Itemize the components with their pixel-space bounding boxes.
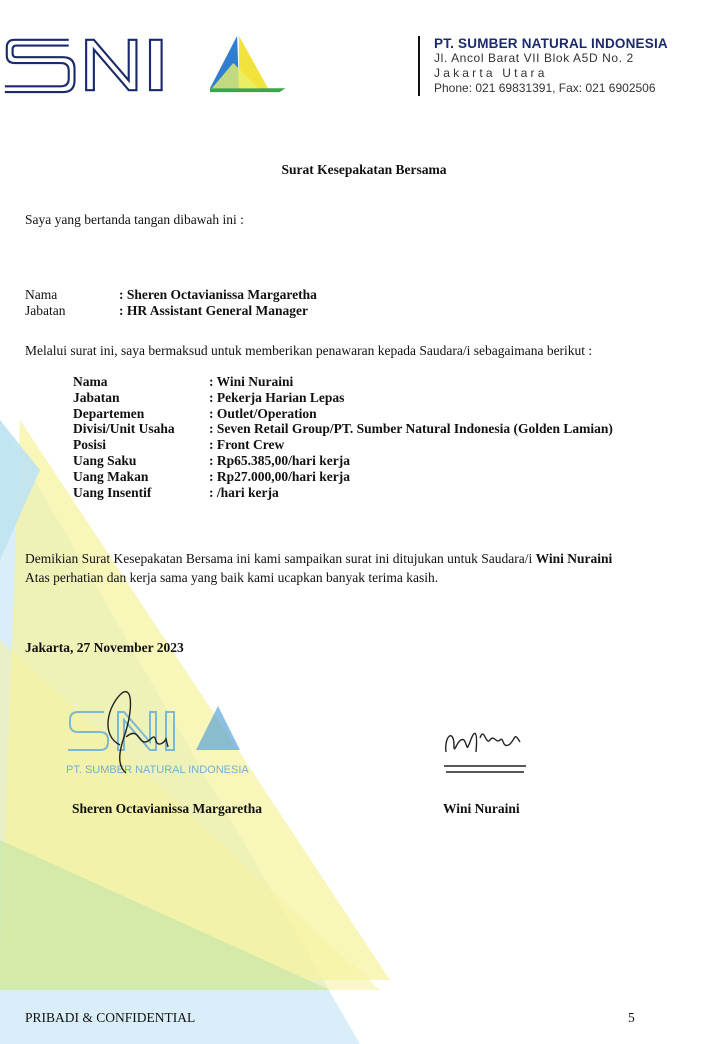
- detail-row: [73, 406, 613, 422]
- detail-label: Jabatan: [73, 389, 120, 405]
- signer-label: Nama: [25, 287, 58, 302]
- detail-label: Nama: [73, 374, 108, 389]
- signatory-left-name: Sheren Octavianissa Margaretha: [72, 801, 262, 816]
- detail-label: Posisi: [73, 437, 107, 453]
- detail-label: Uang Insentif: [73, 484, 152, 500]
- detail-row: [73, 374, 613, 390]
- detail-value: : Outlet/Operation: [209, 405, 317, 421]
- detail-row: [73, 437, 613, 453]
- detail-row: [73, 390, 613, 406]
- detail-value: : Front Crew: [209, 437, 285, 453]
- sni-logo: [0, 34, 300, 94]
- company-phone-fax: Phone: 021 69831391, Fax: 021 6902506: [434, 81, 656, 95]
- detail-row: [73, 469, 613, 485]
- detail-value: : Seven Retail Group/PT. Sumber Natural Indonesia (Golden Lamian): [209, 421, 613, 437]
- company-name: PT. SUMBER NATURAL INDONESIA: [434, 36, 668, 51]
- detail-label: Uang Makan: [73, 468, 149, 484]
- company-address-street: Jl. Ancol Barat VII Blok A5D No. 2: [434, 51, 634, 65]
- closing-line-1: [25, 551, 715, 567]
- intro-text: Saya yang bertanda tangan dibawah ini :: [25, 212, 244, 227]
- signature-left: [90, 685, 200, 780]
- detail-label: Departemen: [73, 405, 145, 421]
- detail-row: [73, 453, 613, 469]
- closing-text: Demikian Surat Kesepakatan Bersama ini kami sampaikan surat ini ditujukan untuk Saudara/i: [25, 551, 536, 566]
- detail-value: : Wini Nuraini: [209, 374, 294, 389]
- offer-details: [73, 374, 613, 500]
- signer-label: Jabatan: [25, 303, 66, 318]
- signer-value: : Sheren Octavianissa Margaretha: [119, 287, 317, 302]
- page-number: 5: [628, 1010, 635, 1025]
- offer-intro-text: Melalui surat ini, saya bermaksud untuk memberikan penawaran kepada Saudara/i sebagaimana berikut :: [25, 343, 593, 358]
- detail-value: : Rp27.000,00/hari kerja: [209, 468, 350, 484]
- detail-row: [73, 485, 613, 501]
- closing-line-2: Atas perhatian dan kerja sama yang baik kami ucapkan banyak terima kasih.: [25, 570, 439, 585]
- detail-label: Uang Saku: [73, 452, 137, 468]
- place-date: Jakarta, 27 November 2023: [25, 640, 184, 655]
- signature-right: [440, 718, 540, 778]
- signer-value: : HR Assistant General Manager: [119, 303, 308, 318]
- detail-row: [73, 421, 613, 437]
- detail-label: Divisi/Unit Usaha: [73, 421, 175, 437]
- signer-row-name: [25, 287, 317, 303]
- document-title: Surat Kesepakatan Bersama: [281, 162, 447, 177]
- signatory-right-name: Wini Nuraini: [443, 801, 520, 816]
- confidential-footer: PRIBADI & CONFIDENTIAL: [25, 1010, 196, 1025]
- detail-value: : Pekerja Harian Lepas: [209, 389, 345, 405]
- company-address-city: Jakarta Utara: [434, 66, 548, 80]
- signer-info: [25, 287, 317, 319]
- signer-row-position: [25, 303, 317, 319]
- closing-recipient-name: Wini Nuraini: [535, 551, 613, 566]
- stamp-text: PT. SUMBER NATURAL INDONESIA: [66, 764, 249, 776]
- detail-value: : Rp65.385,00/hari kerja: [209, 452, 350, 468]
- company-info: [418, 36, 668, 96]
- detail-value: : /hari kerja: [209, 484, 279, 500]
